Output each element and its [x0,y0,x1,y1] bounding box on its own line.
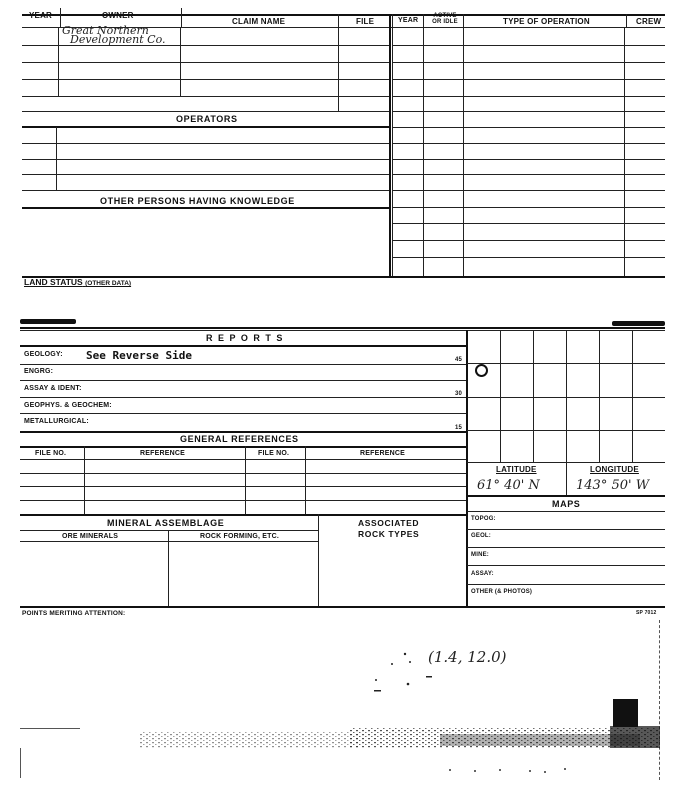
ore-minerals-header: ORE MINERALS [62,533,119,540]
rule [20,486,467,487]
reference-header-2: REFERENCE [360,450,405,457]
other-photos-label: OTHER (& PHOTOS) [471,589,533,595]
owner-entry-line2: Development Co. [70,33,166,46]
rule [392,96,665,97]
year-header: YEAR [29,11,53,20]
rule [20,530,318,531]
crew-header: CREW [636,17,662,26]
scan-mark [20,319,76,324]
rule [181,8,182,28]
rule [392,174,665,175]
handwritten-coordinates-note: (1.4, 12.0) [428,648,507,666]
year2-header: YEAR [398,17,419,24]
rule [392,127,665,128]
rule [84,446,85,514]
rule [463,14,464,277]
mineral-assemblage-title: MINERAL ASSEMBLAGE [107,518,225,528]
rule [338,27,339,112]
rule [22,79,390,80]
rule [20,606,665,608]
rule [392,223,665,224]
rule [20,514,467,516]
longitude-value: 143° 50' W [576,478,650,493]
rule [392,45,665,46]
scan-noise-band [20,718,665,778]
topog-label: TOPOG: [471,516,496,522]
land-status-sub: (OTHER DATA) [85,280,132,287]
rule [20,500,467,501]
rule [22,62,390,63]
rule [392,190,665,191]
rule [566,330,567,462]
rule [22,111,390,112]
maps-title: MAPS [552,499,581,509]
rule [500,330,501,462]
rule [22,207,390,209]
rule [566,462,567,496]
rule [392,207,665,208]
rule [467,511,665,512]
reports-title: R E P O R T S [206,333,284,343]
rule [168,530,169,606]
land-status-label [24,277,131,287]
rule [338,14,339,28]
file-header: FILE [356,17,375,26]
rule [632,330,633,462]
rule [318,514,319,606]
rule [392,62,665,63]
other-persons-title: OTHER PERSONS HAVING KNOWLEDGE [100,196,295,206]
owner-header: OWNER [102,11,134,20]
rule [20,413,467,414]
land-status-text: LAND STATUS [24,277,83,287]
rule [20,330,665,331]
geology-label: GEOLOGY: [24,351,63,358]
rule [392,159,665,160]
rule [305,446,306,514]
mine-label: MINE: [471,552,489,558]
rule [20,473,467,474]
geophys-label: GEOPHYS. & GEOCHEM: [24,402,112,409]
type-of-operation-header: TYPE OF OPERATION [503,17,590,26]
associated-label: ASSOCIATED [358,518,420,528]
scan-specks [350,640,440,700]
file-no-header-2: FILE NO. [258,450,290,457]
form-number: SP 7012 [636,610,657,616]
assay-ident-label: ASSAY & IDENT: [24,385,82,392]
rule [22,126,390,128]
rule [467,565,665,566]
rule [392,257,665,258]
rule [20,541,318,542]
rule [245,446,246,514]
latitude-label: LATITUDE [496,465,537,474]
rule [467,547,665,548]
rule [467,430,665,431]
rule [392,143,665,144]
rule [20,397,467,398]
operators-title: OPERATORS [176,114,238,124]
num-15: 15 [455,425,463,431]
rule [20,446,467,448]
rule [22,96,390,97]
active-idle-header: ACTIVE OR IDLE [432,13,458,25]
rule [392,240,665,241]
rule [392,111,665,112]
rule [20,380,467,381]
geol-label: GEOL: [471,533,491,539]
reports-top-border [20,327,665,329]
rule [599,330,600,462]
rule [22,174,390,175]
rule [423,14,424,277]
scan-mark [612,321,665,326]
num-45: 45 [455,357,463,363]
rule [467,363,665,364]
rule [22,159,390,160]
claim-name-header: CLAIM NAME [232,17,286,26]
rule [20,459,467,460]
rule [389,14,391,277]
rule [467,584,665,585]
location-marker-icon [475,364,488,377]
owner-entry-line1: Great Northern [62,24,149,37]
num-30: 30 [455,391,463,397]
rule [60,8,61,28]
rule [626,14,627,28]
metallurgical-label: METALLURGICAL: [24,418,89,425]
assay-map-label: ASSAY: [471,571,494,577]
rule [20,364,467,365]
longitude-label: LONGITUDE [590,465,639,474]
rule [22,190,390,191]
engrg-label: ENGRG: [24,368,54,375]
reference-header-1: REFERENCE [140,450,185,457]
rule [392,79,665,80]
geology-value: See Reverse Side [86,349,192,362]
rule [20,345,467,347]
rule [392,14,393,277]
latitude-value: 61° 40' N [477,478,540,493]
rule [22,143,390,144]
rock-forming-header: ROCK FORMING, ETC. [200,533,280,540]
general-references-title: GENERAL REFERENCES [180,434,299,444]
rule [533,330,534,462]
rule [467,529,665,530]
rock-types-label: ROCK TYPES [358,529,420,539]
rule [20,431,467,433]
rule [467,495,665,497]
file-no-header-1: FILE NO. [35,450,67,457]
rule [467,397,665,398]
points-meriting-attention-label: POINTS MERITING ATTENTION: [22,610,126,617]
